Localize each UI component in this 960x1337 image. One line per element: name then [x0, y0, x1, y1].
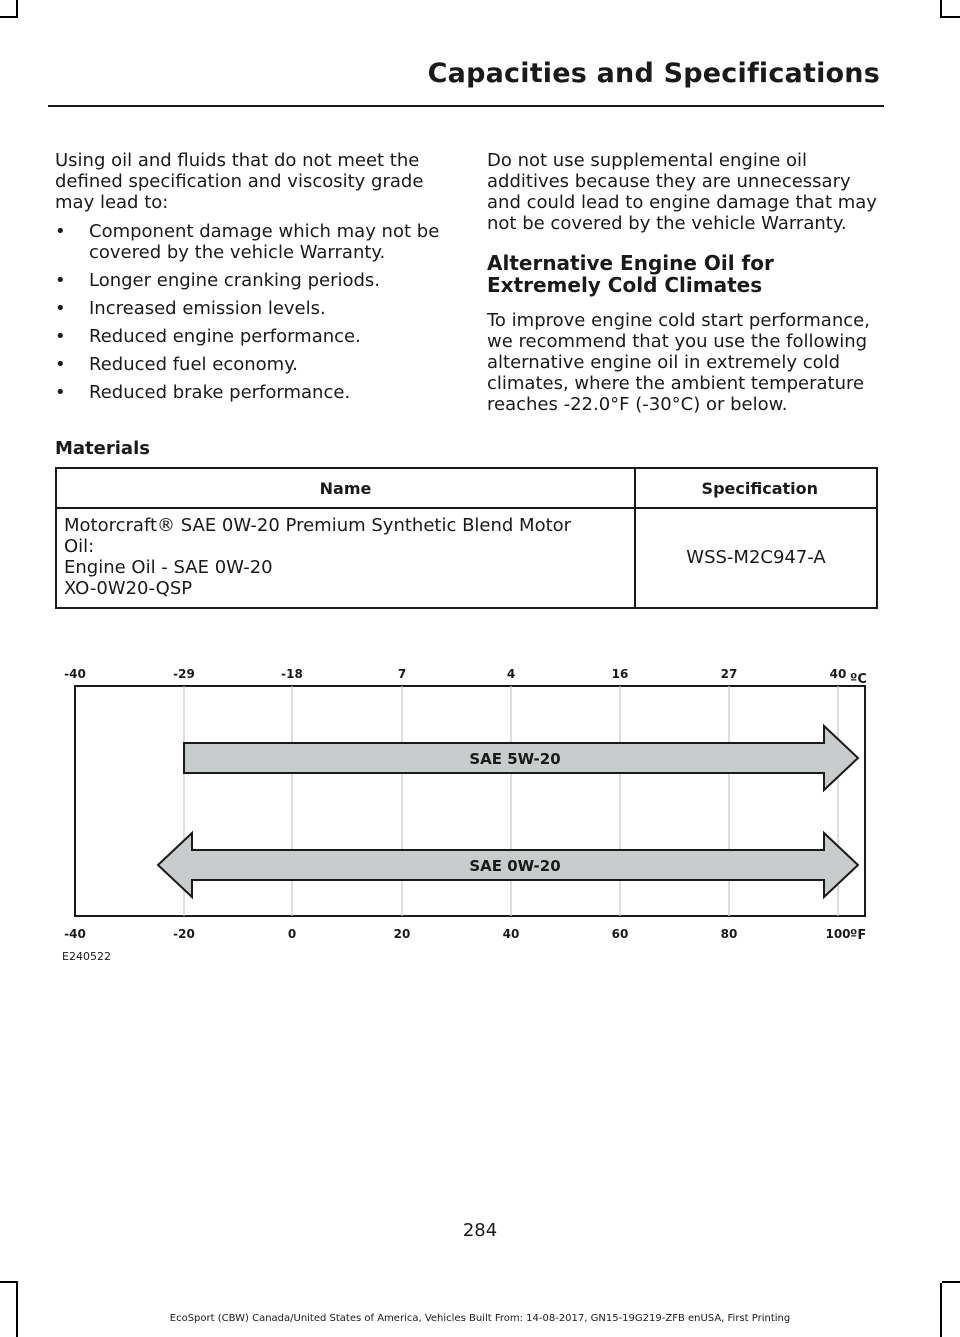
celsius-tick-label: 4	[506, 667, 516, 681]
list-item-text: Longer engine cranking periods.	[89, 270, 381, 291]
materials-table	[55, 467, 878, 609]
celsius-tick-label: 7	[397, 667, 407, 681]
table-row	[56, 508, 877, 608]
column-header-name: Name	[56, 468, 635, 508]
consequence-list	[55, 221, 447, 403]
fahrenheit-tick-label: 0	[287, 927, 297, 941]
bullet-icon: •	[55, 221, 66, 242]
materials-heading: Materials	[55, 438, 150, 459]
fahrenheit-tick-label: -20	[173, 927, 195, 941]
section-heading: Alternative Engine Oil for Extremely Cold Climates	[487, 251, 774, 297]
bullet-icon: •	[55, 382, 66, 403]
list-item	[55, 382, 447, 403]
list-item	[55, 354, 447, 375]
series-label: SAE 0W-20	[469, 857, 561, 875]
material-name-line: XO-0W20-QSP	[64, 578, 193, 599]
fahrenheit-tick-label: -40	[64, 927, 86, 941]
list-item	[55, 270, 447, 291]
crop-mark	[942, 16, 960, 18]
material-name-line: Engine Oil - SAE 0W-20	[64, 557, 273, 578]
intro-paragraph: Using oil and fluids that do not meet the defined specification and viscosity grade may lead to:	[55, 150, 424, 213]
fahrenheit-tick-label: 100	[825, 927, 851, 941]
celsius-tick-label: -29	[173, 667, 195, 681]
crop-mark	[16, 1283, 18, 1337]
material-name-line: Motorcraft® SAE 0W-20 Premium Synthetic Blend Motor	[64, 515, 572, 536]
crop-mark	[0, 16, 18, 18]
page-number: 284	[462, 1220, 498, 1241]
celsius-unit-label: ºC	[850, 672, 867, 687]
fahrenheit-unit-label: ºF	[850, 928, 867, 943]
right-column	[487, 150, 879, 415]
crop-mark	[942, 1281, 960, 1283]
figure-id: E240522	[62, 950, 111, 963]
fahrenheit-tick-label: 40	[502, 927, 520, 941]
list-item	[55, 326, 447, 347]
page-title: Capacities and Specifications	[427, 58, 880, 89]
celsius-tick-label: -18	[281, 667, 303, 681]
celsius-tick-label: 40	[829, 667, 847, 681]
bullet-icon: •	[55, 298, 66, 319]
list-item	[55, 298, 447, 319]
bullet-icon: •	[55, 270, 66, 291]
crop-mark	[940, 1283, 942, 1337]
additives-paragraph: Do not use supplemental engine oil additives because they are unnecessary and could lead to engine damage that may not be covered by the vehicle Warranty.	[487, 150, 877, 234]
viscosity-temperature-chart	[0, 650, 960, 970]
header-rule	[48, 105, 884, 107]
bullet-icon: •	[55, 326, 66, 347]
list-item-text: Reduced fuel economy.	[89, 354, 299, 375]
fahrenheit-tick-label: 60	[611, 927, 629, 941]
material-spec-cell: WSS-M2C947-A	[635, 508, 877, 608]
series-label: SAE 5W-20	[469, 750, 561, 768]
table-header-row	[56, 468, 877, 508]
list-item-text: Increased emission levels.	[89, 298, 326, 319]
celsius-tick-label: 27	[720, 667, 738, 681]
bullet-icon: •	[55, 354, 66, 375]
footer-text: EcoSport (CBW) Canada/United States of America, Vehicles Built From: 14-08-2017, GN15-19G219-ZFB enUSA, First Printing	[169, 1313, 791, 1324]
crop-mark	[0, 1281, 18, 1283]
material-name-line: Oil:	[64, 536, 95, 557]
chart-frame	[75, 686, 865, 916]
fahrenheit-tick-label: 20	[393, 927, 411, 941]
fahrenheit-tick-label: 80	[720, 927, 738, 941]
celsius-tick-label: 16	[611, 667, 629, 681]
list-item	[55, 221, 447, 263]
material-name-cell	[56, 508, 635, 608]
list-item-text: Reduced brake performance.	[89, 382, 351, 403]
list-item-text: Reduced engine performance.	[89, 326, 361, 347]
celsius-tick-label: -40	[64, 667, 86, 681]
list-item-text: Component damage which may not be covered by the vehicle Warranty.	[89, 221, 440, 263]
cold-climate-paragraph: To improve engine cold start performance, we recommend that you use the following alternative engine oil in extremely cold climates, where the ambient temperature reaches -22.0°F (-30°C) or below.	[487, 310, 870, 415]
left-column	[55, 150, 447, 410]
column-header-specification: Specification	[635, 468, 877, 508]
